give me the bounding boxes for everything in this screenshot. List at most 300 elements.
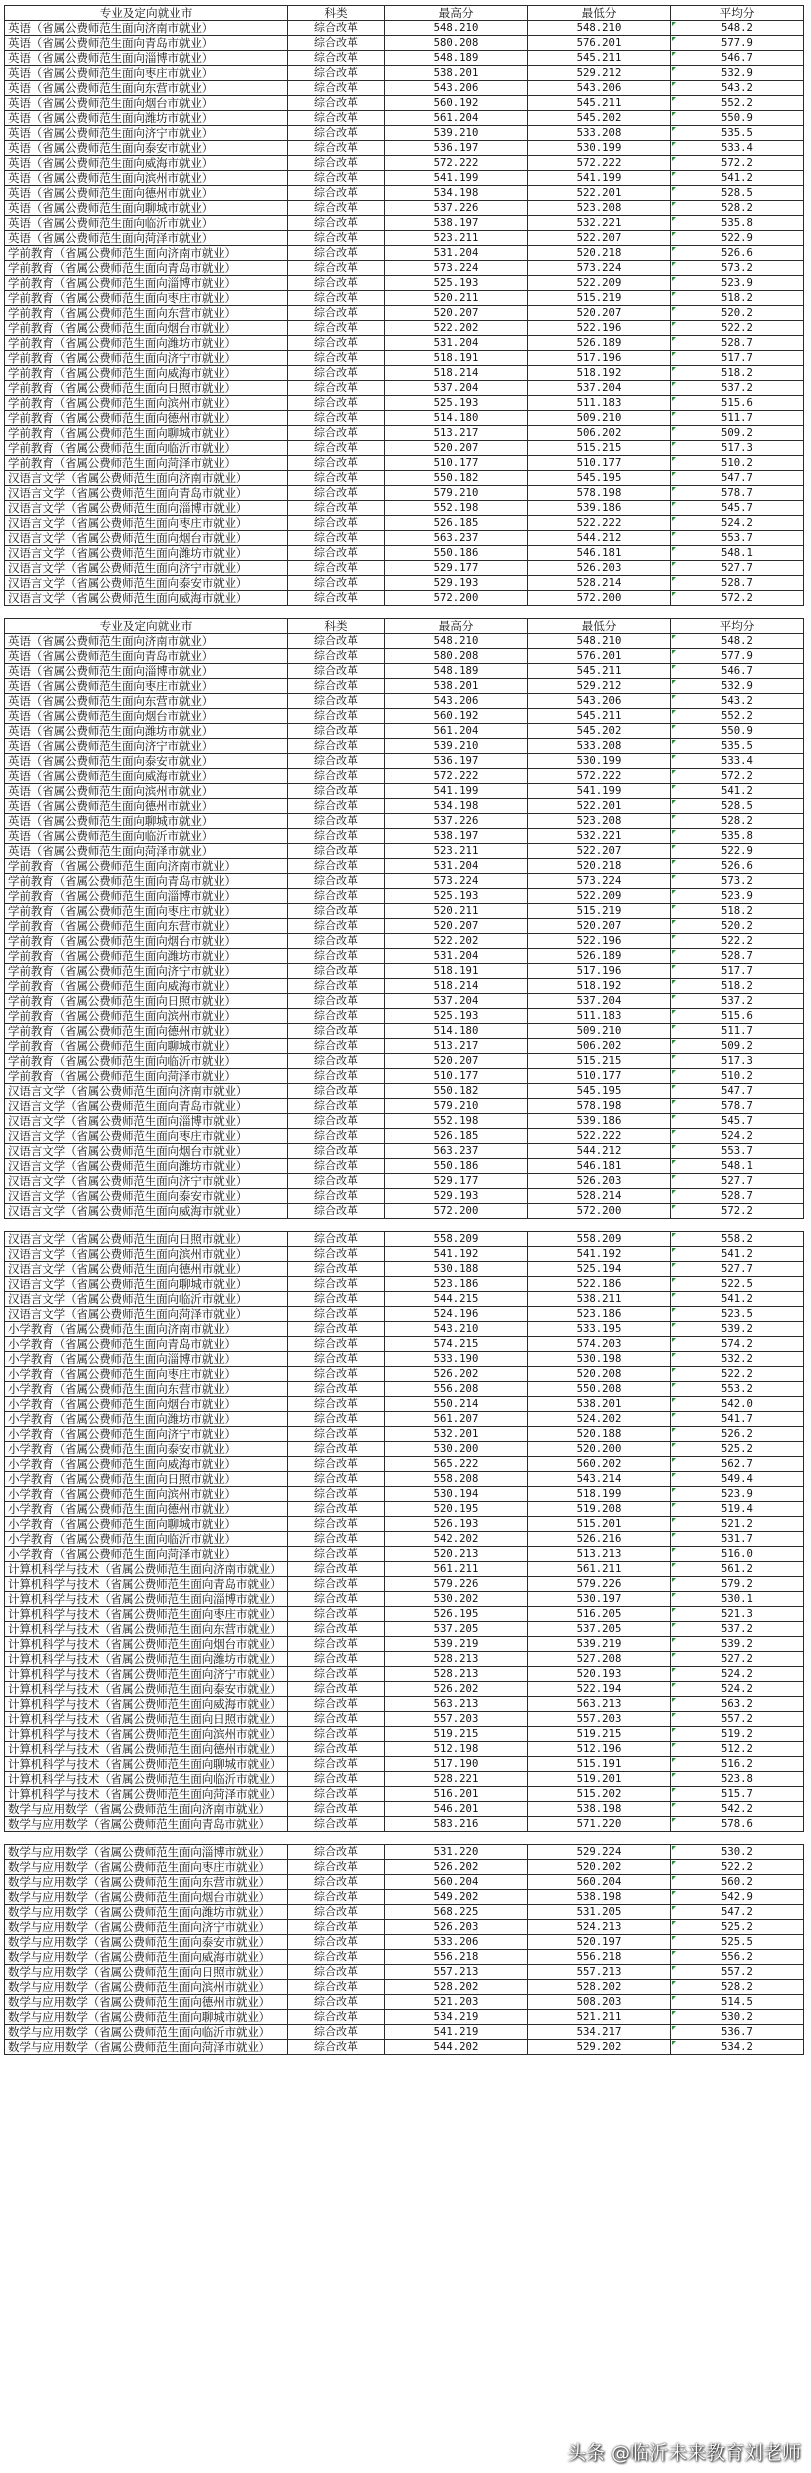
avg-score-cell: 549.4 bbox=[671, 1472, 804, 1487]
major-cell: 小学教育（省属公费师范生面向济宁市就业） bbox=[5, 1427, 288, 1442]
table-row bbox=[5, 231, 804, 246]
min-score-cell: 538.211 bbox=[528, 1292, 671, 1307]
category-cell: 综合改革 bbox=[288, 141, 385, 156]
major-cell: 汉语言文学（省属公费师范生面向威海市就业） bbox=[5, 591, 288, 606]
min-score-cell: 518.199 bbox=[528, 1487, 671, 1502]
min-score-cell: 573.224 bbox=[528, 874, 671, 889]
avg-score-cell: 514.5 bbox=[671, 1995, 804, 2010]
max-score-cell: 530.202 bbox=[385, 1592, 528, 1607]
max-score-cell: 514.180 bbox=[385, 1024, 528, 1039]
avg-score-cell: 547.2 bbox=[671, 1905, 804, 1920]
max-score-cell: 536.197 bbox=[385, 754, 528, 769]
major-cell: 汉语言文学（省属公费师范生面向泰安市就业） bbox=[5, 1189, 288, 1204]
min-score-cell: 527.208 bbox=[528, 1652, 671, 1667]
category-cell: 综合改革 bbox=[288, 1069, 385, 1084]
avg-score-cell: 553.7 bbox=[671, 1144, 804, 1159]
max-score-cell: 523.211 bbox=[385, 231, 528, 246]
table-row bbox=[5, 336, 804, 351]
category-cell: 综合改革 bbox=[288, 1607, 385, 1622]
table-row bbox=[5, 1204, 804, 1219]
table-row bbox=[5, 979, 804, 994]
max-score-cell: 537.205 bbox=[385, 1622, 528, 1637]
major-cell: 汉语言文学（省属公费师范生面向德州市就业） bbox=[5, 1262, 288, 1277]
major-cell: 汉语言文学（省属公费师范生面向日照市就业） bbox=[5, 1232, 288, 1247]
category-cell: 综合改革 bbox=[288, 186, 385, 201]
avg-score-cell: 548.2 bbox=[671, 634, 804, 649]
table-row bbox=[5, 471, 804, 486]
header-avg: 平均分 bbox=[671, 6, 804, 21]
max-score-cell: 543.210 bbox=[385, 1322, 528, 1337]
max-score-cell: 550.186 bbox=[385, 546, 528, 561]
avg-score-cell: 518.2 bbox=[671, 904, 804, 919]
max-score-cell: 560.192 bbox=[385, 709, 528, 724]
min-score-cell: 560.202 bbox=[528, 1457, 671, 1472]
major-cell: 计算机科学与技术（省属公费师范生面向菏泽市就业） bbox=[5, 1787, 288, 1802]
category-cell: 综合改革 bbox=[288, 874, 385, 889]
max-score-cell: 544.202 bbox=[385, 2040, 528, 2055]
min-score-cell: 533.208 bbox=[528, 739, 671, 754]
major-cell: 计算机科学与技术（省属公费师范生面向威海市就业） bbox=[5, 1697, 288, 1712]
min-score-cell: 529.224 bbox=[528, 1845, 671, 1860]
table-row bbox=[5, 426, 804, 441]
avg-score-cell: 515.6 bbox=[671, 1009, 804, 1024]
category-cell: 综合改革 bbox=[288, 1577, 385, 1592]
avg-score-cell: 572.2 bbox=[671, 1204, 804, 1219]
min-score-cell: 534.217 bbox=[528, 2025, 671, 2040]
major-cell: 汉语言文学（省属公费师范生面向济宁市就业） bbox=[5, 1174, 288, 1189]
major-cell: 学前教育（省属公费师范生面向潍坊市就业） bbox=[5, 336, 288, 351]
max-score-cell: 529.177 bbox=[385, 1174, 528, 1189]
table-row bbox=[5, 1935, 804, 1950]
max-score-cell: 525.193 bbox=[385, 889, 528, 904]
avg-score-cell: 543.2 bbox=[671, 81, 804, 96]
table-row bbox=[5, 216, 804, 231]
max-score-cell: 579.210 bbox=[385, 486, 528, 501]
category-cell: 综合改革 bbox=[288, 1174, 385, 1189]
category-cell: 综合改革 bbox=[288, 1845, 385, 1860]
table-row bbox=[5, 591, 804, 606]
table-row bbox=[5, 814, 804, 829]
category-cell: 综合改革 bbox=[288, 231, 385, 246]
max-score-cell: 514.180 bbox=[385, 411, 528, 426]
min-score-cell: 511.183 bbox=[528, 396, 671, 411]
min-score-cell: 522.207 bbox=[528, 231, 671, 246]
category-cell: 综合改革 bbox=[288, 471, 385, 486]
avg-score-cell: 547.7 bbox=[671, 471, 804, 486]
table-row bbox=[5, 546, 804, 561]
category-cell: 综合改革 bbox=[288, 1427, 385, 1442]
category-cell: 综合改革 bbox=[288, 1024, 385, 1039]
avg-score-cell: 552.2 bbox=[671, 709, 804, 724]
avg-score-cell: 521.3 bbox=[671, 1607, 804, 1622]
avg-score-cell: 527.7 bbox=[671, 561, 804, 576]
avg-score-cell: 546.7 bbox=[671, 51, 804, 66]
min-score-cell: 563.213 bbox=[528, 1697, 671, 1712]
category-cell: 综合改革 bbox=[288, 591, 385, 606]
category-cell: 综合改革 bbox=[288, 739, 385, 754]
min-score-cell: 519.215 bbox=[528, 1727, 671, 1742]
category-cell: 综合改革 bbox=[288, 1367, 385, 1382]
avg-score-cell: 547.7 bbox=[671, 1084, 804, 1099]
table-row bbox=[5, 1009, 804, 1024]
avg-score-cell: 550.9 bbox=[671, 724, 804, 739]
category-cell: 综合改革 bbox=[288, 1637, 385, 1652]
major-cell: 小学教育（省属公费师范生面向临沂市就业） bbox=[5, 1532, 288, 1547]
table-row bbox=[5, 381, 804, 396]
major-cell: 英语（省属公费师范生面向青岛市就业） bbox=[5, 649, 288, 664]
max-score-cell: 536.197 bbox=[385, 141, 528, 156]
category-cell: 综合改革 bbox=[288, 1307, 385, 1322]
table-row bbox=[5, 66, 804, 81]
avg-score-cell: 522.9 bbox=[671, 844, 804, 859]
table-row bbox=[5, 1262, 804, 1277]
table-row bbox=[5, 1652, 804, 1667]
avg-score-cell: 574.2 bbox=[671, 1337, 804, 1352]
score-table-segment bbox=[4, 1231, 804, 1832]
table-row bbox=[5, 1562, 804, 1577]
major-cell: 学前教育（省属公费师范生面向聊城市就业） bbox=[5, 1039, 288, 1054]
category-cell: 综合改革 bbox=[288, 1382, 385, 1397]
major-cell: 英语（省属公费师范生面向济宁市就业） bbox=[5, 126, 288, 141]
table-row bbox=[5, 1607, 804, 1622]
avg-score-cell: 528.2 bbox=[671, 1980, 804, 1995]
max-score-cell: 526.185 bbox=[385, 516, 528, 531]
min-score-cell: 522.186 bbox=[528, 1277, 671, 1292]
min-score-cell: 510.177 bbox=[528, 1069, 671, 1084]
max-score-cell: 543.206 bbox=[385, 694, 528, 709]
category-cell: 综合改革 bbox=[288, 111, 385, 126]
category-cell: 综合改革 bbox=[288, 1412, 385, 1427]
max-score-cell: 561.207 bbox=[385, 1412, 528, 1427]
max-score-cell: 522.202 bbox=[385, 321, 528, 336]
major-cell: 小学教育（省属公费师范生面向枣庄市就业） bbox=[5, 1367, 288, 1382]
table-row bbox=[5, 321, 804, 336]
max-score-cell: 525.193 bbox=[385, 1009, 528, 1024]
min-score-cell: 556.218 bbox=[528, 1950, 671, 1965]
max-score-cell: 531.220 bbox=[385, 1845, 528, 1860]
min-score-cell: 526.203 bbox=[528, 1174, 671, 1189]
max-score-cell: 573.224 bbox=[385, 874, 528, 889]
avg-score-cell: 528.7 bbox=[671, 949, 804, 964]
table-header-row bbox=[5, 619, 804, 634]
table-row bbox=[5, 1307, 804, 1322]
avg-score-cell: 526.2 bbox=[671, 1427, 804, 1442]
min-score-cell: 529.212 bbox=[528, 679, 671, 694]
avg-score-cell: 577.9 bbox=[671, 36, 804, 51]
avg-score-cell: 533.4 bbox=[671, 754, 804, 769]
major-cell: 数学与应用数学（省属公费师范生面向泰安市就业） bbox=[5, 1935, 288, 1950]
category-cell: 综合改革 bbox=[288, 216, 385, 231]
table-row bbox=[5, 366, 804, 381]
watermark-text: 头条 @临沂未来教育刘老师 bbox=[566, 2442, 801, 2464]
table-row bbox=[5, 949, 804, 964]
category-cell: 综合改革 bbox=[288, 1802, 385, 1817]
table-row bbox=[5, 1682, 804, 1697]
table-row bbox=[5, 1980, 804, 1995]
avg-score-cell: 524.2 bbox=[671, 1129, 804, 1144]
min-score-cell: 576.201 bbox=[528, 649, 671, 664]
major-cell: 计算机科学与技术（省属公费师范生面向淄博市就业） bbox=[5, 1592, 288, 1607]
avg-score-cell: 550.9 bbox=[671, 111, 804, 126]
category-cell: 综合改革 bbox=[288, 396, 385, 411]
major-cell: 计算机科学与技术（省属公费师范生面向临沂市就业） bbox=[5, 1772, 288, 1787]
category-cell: 综合改革 bbox=[288, 769, 385, 784]
category-cell: 综合改革 bbox=[288, 1742, 385, 1757]
category-cell: 综合改革 bbox=[288, 81, 385, 96]
category-cell: 综合改革 bbox=[288, 1292, 385, 1307]
max-score-cell: 561.204 bbox=[385, 111, 528, 126]
category-cell: 综合改革 bbox=[288, 1950, 385, 1965]
category-cell: 综合改革 bbox=[288, 1442, 385, 1457]
category-cell: 综合改革 bbox=[288, 1965, 385, 1980]
min-score-cell: 538.201 bbox=[528, 1397, 671, 1412]
min-score-cell: 545.211 bbox=[528, 709, 671, 724]
major-cell: 计算机科学与技术（省属公费师范生面向泰安市就业） bbox=[5, 1682, 288, 1697]
table-row bbox=[5, 1502, 804, 1517]
category-cell: 综合改革 bbox=[288, 96, 385, 111]
major-cell: 小学教育（省属公费师范生面向济南市就业） bbox=[5, 1322, 288, 1337]
avg-score-cell: 572.2 bbox=[671, 769, 804, 784]
table-row bbox=[5, 201, 804, 216]
major-cell: 学前教育（省属公费师范生面向济南市就业） bbox=[5, 246, 288, 261]
max-score-cell: 523.211 bbox=[385, 844, 528, 859]
major-cell: 学前教育（省属公费师范生面向日照市就业） bbox=[5, 994, 288, 1009]
table-row bbox=[5, 739, 804, 754]
table-row bbox=[5, 531, 804, 546]
min-score-cell: 520.202 bbox=[528, 1860, 671, 1875]
major-cell: 学前教育（省属公费师范生面向滨州市就业） bbox=[5, 396, 288, 411]
max-score-cell: 534.198 bbox=[385, 799, 528, 814]
category-cell: 综合改革 bbox=[288, 1009, 385, 1024]
max-score-cell: 552.198 bbox=[385, 1114, 528, 1129]
max-score-cell: 544.215 bbox=[385, 1292, 528, 1307]
table-row bbox=[5, 1667, 804, 1682]
max-score-cell: 583.216 bbox=[385, 1817, 528, 1832]
min-score-cell: 519.208 bbox=[528, 1502, 671, 1517]
major-cell: 数学与应用数学（省属公费师范生面向济宁市就业） bbox=[5, 1920, 288, 1935]
header-min: 最低分 bbox=[528, 6, 671, 21]
max-score-cell: 510.177 bbox=[385, 456, 528, 471]
major-cell: 数学与应用数学（省属公费师范生面向威海市就业） bbox=[5, 1950, 288, 1965]
table-row bbox=[5, 889, 804, 904]
category-cell: 综合改革 bbox=[288, 321, 385, 336]
table-row bbox=[5, 516, 804, 531]
avg-score-cell: 520.2 bbox=[671, 306, 804, 321]
max-score-cell: 560.204 bbox=[385, 1875, 528, 1890]
category-cell: 综合改革 bbox=[288, 949, 385, 964]
min-score-cell: 506.202 bbox=[528, 1039, 671, 1054]
major-cell: 汉语言文学（省属公费师范生面向淄博市就业） bbox=[5, 1114, 288, 1129]
category-cell: 综合改革 bbox=[288, 934, 385, 949]
min-score-cell: 520.208 bbox=[528, 1367, 671, 1382]
major-cell: 英语（省属公费师范生面向济宁市就业） bbox=[5, 739, 288, 754]
category-cell: 综合改革 bbox=[288, 1935, 385, 1950]
table-row bbox=[5, 1845, 804, 1860]
min-score-cell: 522.201 bbox=[528, 799, 671, 814]
table-row bbox=[5, 501, 804, 516]
min-score-cell: 510.177 bbox=[528, 456, 671, 471]
max-score-cell: 543.206 bbox=[385, 81, 528, 96]
max-score-cell: 561.211 bbox=[385, 1562, 528, 1577]
table-row bbox=[5, 649, 804, 664]
major-cell: 英语（省属公费师范生面向菏泽市就业） bbox=[5, 844, 288, 859]
category-cell: 综合改革 bbox=[288, 1487, 385, 1502]
major-cell: 计算机科学与技术（省属公费师范生面向滨州市就业） bbox=[5, 1727, 288, 1742]
max-score-cell: 525.193 bbox=[385, 396, 528, 411]
category-cell: 综合改革 bbox=[288, 1472, 385, 1487]
category-cell: 综合改革 bbox=[288, 964, 385, 979]
max-score-cell: 574.215 bbox=[385, 1337, 528, 1352]
table-row bbox=[5, 1712, 804, 1727]
category-cell: 综合改革 bbox=[288, 1890, 385, 1905]
max-score-cell: 517.190 bbox=[385, 1757, 528, 1772]
category-cell: 综合改革 bbox=[288, 126, 385, 141]
category-cell: 综合改革 bbox=[288, 156, 385, 171]
table-row bbox=[5, 754, 804, 769]
min-score-cell: 522.222 bbox=[528, 516, 671, 531]
major-cell: 计算机科学与技术（省属公费师范生面向济南市就业） bbox=[5, 1562, 288, 1577]
max-score-cell: 572.222 bbox=[385, 156, 528, 171]
header-min: 最低分 bbox=[528, 619, 671, 634]
major-cell: 英语（省属公费师范生面向东营市就业） bbox=[5, 694, 288, 709]
table-header-row bbox=[5, 6, 804, 21]
avg-score-cell: 528.2 bbox=[671, 814, 804, 829]
avg-score-cell: 535.8 bbox=[671, 829, 804, 844]
category-cell: 综合改革 bbox=[288, 1772, 385, 1787]
major-cell: 计算机科学与技术（省属公费师范生面向烟台市就业） bbox=[5, 1637, 288, 1652]
min-score-cell: 506.202 bbox=[528, 426, 671, 441]
table-row bbox=[5, 1099, 804, 1114]
major-cell: 汉语言文学（省属公费师范生面向泰安市就业） bbox=[5, 576, 288, 591]
avg-score-cell: 532.9 bbox=[671, 66, 804, 81]
min-score-cell: 515.191 bbox=[528, 1757, 671, 1772]
major-cell: 英语（省属公费师范生面向威海市就业） bbox=[5, 156, 288, 171]
avg-score-cell: 509.2 bbox=[671, 426, 804, 441]
min-score-cell: 513.213 bbox=[528, 1547, 671, 1562]
table-row bbox=[5, 1442, 804, 1457]
major-cell: 汉语言文学（省属公费师范生面向滨州市就业） bbox=[5, 1247, 288, 1262]
max-score-cell: 537.226 bbox=[385, 201, 528, 216]
min-score-cell: 546.181 bbox=[528, 546, 671, 561]
avg-score-cell: 537.2 bbox=[671, 1622, 804, 1637]
avg-score-cell: 528.2 bbox=[671, 201, 804, 216]
avg-score-cell: 563.2 bbox=[671, 1697, 804, 1712]
major-cell: 小学教育（省属公费师范生面向聊城市就业） bbox=[5, 1517, 288, 1532]
category-cell: 综合改革 bbox=[288, 426, 385, 441]
min-score-cell: 574.203 bbox=[528, 1337, 671, 1352]
max-score-cell: 539.210 bbox=[385, 126, 528, 141]
avg-score-cell: 557.2 bbox=[671, 1712, 804, 1727]
category-cell: 综合改革 bbox=[288, 1457, 385, 1472]
major-cell: 数学与应用数学（省属公费师范生面向青岛市就业） bbox=[5, 1817, 288, 1832]
avg-score-cell: 528.5 bbox=[671, 186, 804, 201]
min-score-cell: 515.201 bbox=[528, 1517, 671, 1532]
min-score-cell: 515.219 bbox=[528, 291, 671, 306]
min-score-cell: 528.214 bbox=[528, 576, 671, 591]
avg-score-cell: 539.2 bbox=[671, 1637, 804, 1652]
category-cell: 综合改革 bbox=[288, 1189, 385, 1204]
max-score-cell: 550.182 bbox=[385, 1084, 528, 1099]
major-cell: 汉语言文学（省属公费师范生面向淄博市就业） bbox=[5, 501, 288, 516]
avg-score-cell: 517.7 bbox=[671, 351, 804, 366]
max-score-cell: 519.215 bbox=[385, 1727, 528, 1742]
table-row bbox=[5, 1039, 804, 1054]
category-cell: 综合改革 bbox=[288, 1682, 385, 1697]
table-row bbox=[5, 411, 804, 426]
category-cell: 综合改革 bbox=[288, 246, 385, 261]
major-cell: 英语（省属公费师范生面向枣庄市就业） bbox=[5, 66, 288, 81]
major-cell: 计算机科学与技术（省属公费师范生面向枣庄市就业） bbox=[5, 1607, 288, 1622]
major-cell: 计算机科学与技术（省属公费师范生面向聊城市就业） bbox=[5, 1757, 288, 1772]
category-cell: 综合改革 bbox=[288, 994, 385, 1009]
min-score-cell: 545.195 bbox=[528, 471, 671, 486]
max-score-cell: 526.195 bbox=[385, 1607, 528, 1622]
table-row bbox=[5, 694, 804, 709]
major-cell: 学前教育（省属公费师范生面向淄博市就业） bbox=[5, 889, 288, 904]
avg-score-cell: 509.2 bbox=[671, 1039, 804, 1054]
min-score-cell: 517.196 bbox=[528, 351, 671, 366]
avg-score-cell: 527.7 bbox=[671, 1174, 804, 1189]
avg-score-cell: 548.1 bbox=[671, 546, 804, 561]
max-score-cell: 572.200 bbox=[385, 1204, 528, 1219]
major-cell: 学前教育（省属公费师范生面向东营市就业） bbox=[5, 306, 288, 321]
major-cell: 小学教育（省属公费师范生面向菏泽市就业） bbox=[5, 1547, 288, 1562]
category-cell: 综合改革 bbox=[288, 1592, 385, 1607]
avg-score-cell: 530.2 bbox=[671, 2010, 804, 2025]
avg-score-cell: 523.5 bbox=[671, 1307, 804, 1322]
table-row bbox=[5, 1920, 804, 1935]
category-cell: 综合改革 bbox=[288, 411, 385, 426]
table-row bbox=[5, 1024, 804, 1039]
min-score-cell: 537.204 bbox=[528, 994, 671, 1009]
major-cell: 学前教育（省属公费师范生面向烟台市就业） bbox=[5, 321, 288, 336]
category-cell: 综合改革 bbox=[288, 21, 385, 36]
min-score-cell: 539.186 bbox=[528, 501, 671, 516]
category-cell: 综合改革 bbox=[288, 486, 385, 501]
table-row bbox=[5, 634, 804, 649]
category-cell: 综合改革 bbox=[288, 1875, 385, 1890]
avg-score-cell: 533.4 bbox=[671, 141, 804, 156]
category-cell: 综合改革 bbox=[288, 1757, 385, 1772]
max-score-cell: 538.197 bbox=[385, 829, 528, 844]
min-score-cell: 520.218 bbox=[528, 246, 671, 261]
max-score-cell: 520.207 bbox=[385, 441, 528, 456]
avg-score-cell: 534.2 bbox=[671, 2040, 804, 2055]
min-score-cell: 521.211 bbox=[528, 2010, 671, 2025]
max-score-cell: 513.217 bbox=[385, 1039, 528, 1054]
avg-score-cell: 578.7 bbox=[671, 486, 804, 501]
avg-score-cell: 510.2 bbox=[671, 456, 804, 471]
max-score-cell: 557.213 bbox=[385, 1965, 528, 1980]
avg-score-cell: 578.7 bbox=[671, 1099, 804, 1114]
category-cell: 综合改革 bbox=[288, 1995, 385, 2010]
category-cell: 综合改革 bbox=[288, 1712, 385, 1727]
major-cell: 计算机科学与技术（省属公费师范生面向济宁市就业） bbox=[5, 1667, 288, 1682]
header-major: 专业及定向就业市 bbox=[5, 6, 288, 21]
min-score-cell: 522.209 bbox=[528, 889, 671, 904]
category-cell: 综合改革 bbox=[288, 889, 385, 904]
avg-score-cell: 522.2 bbox=[671, 321, 804, 336]
min-score-cell: 545.202 bbox=[528, 724, 671, 739]
max-score-cell: 541.199 bbox=[385, 784, 528, 799]
avg-score-cell: 548.1 bbox=[671, 1159, 804, 1174]
max-score-cell: 548.210 bbox=[385, 634, 528, 649]
category-cell: 综合改革 bbox=[288, 979, 385, 994]
table-row bbox=[5, 1727, 804, 1742]
avg-score-cell: 548.2 bbox=[671, 21, 804, 36]
max-score-cell: 520.207 bbox=[385, 306, 528, 321]
category-cell: 综合改革 bbox=[288, 1232, 385, 1247]
